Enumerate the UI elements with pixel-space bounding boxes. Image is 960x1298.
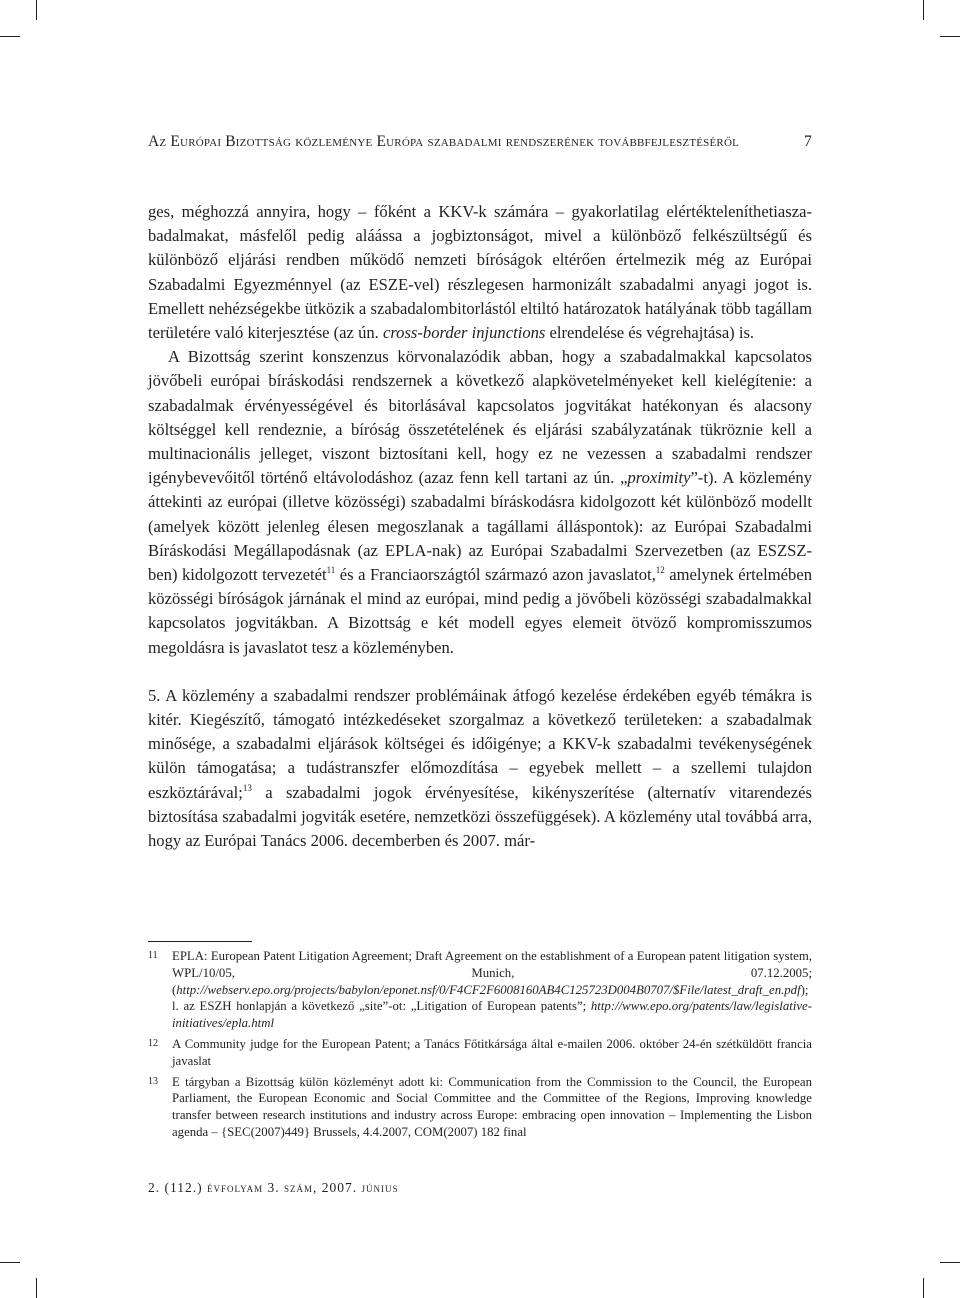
page-number: 7 bbox=[804, 133, 812, 150]
paragraph-numbered-5: 5. A közlemény a szabadalmi rendszer problémáinak átfogó kezelése érdekében egyéb témákra is kitér. Kiegészítő, támogató intézkedéseket szorgalmaz a következő területeken: a szabadalmak minősége, a szabadalmi eljárások költségei és időigénye; a KKV-k szabadalmi tevékenységének külön támogatása; a tudástranszfer előmozdítása – egyebek mellett – a szellemi tulajdon eszköztárával;$^{13}$ a szabadalmi jogok érvényesítése, kikényszerítése (alternatív vitarendezés biztosítása szabadalmi jogviták esetére, nemzetközi összefüggések). A közlemény utal továbbá arra, hogy az Európai Tanács 2006. decemberben és 2007. már- bbox=[148, 685, 812, 851]
footnote-number: 13 bbox=[148, 1075, 158, 1087]
running-title: Az Európai Bizottság közleménye Európa szabadalmi rendszerének továbbfejlesztéséről bbox=[148, 133, 740, 150]
crop-mark-bottom-right bbox=[923, 1278, 924, 1298]
footnote-11: 11 EPLA: European Patent Litigation Agreement; Draft Agreement on the establishment of a European patent litigation system, WPL/10/05, Munich, 07.12.2005; (http://webserv.epo.org/projects/babylon/eponet.nsf/0/F4CF2F6008160AB4C125723D004B0707/$File/latest_draft_en.pdf); l. az ESZH honlapján a következő „site”-ot: „Litigation of European patents”; http://www.epo.org/patents/law/legislative-initiatives/epla.html bbox=[148, 949, 812, 1031]
footnote-number: 11 bbox=[148, 950, 158, 961]
crop-mark-top-right bbox=[923, 0, 924, 20]
footnote-link[interactable]: http://www.epo.org/patents/law/legislative-initiatives/epla.html bbox=[172, 999, 812, 1031]
footnote-link[interactable]: http://webserv.epo.org/projects/babylon/eponet.nsf/0/F4CF2F6008160AB4C125723D004B0707/$File/latest_draft_en.pdf bbox=[176, 982, 801, 997]
paragraph-continuation: ges, méghozzá annyira, hogy – főként a KKV-k számára – gyakorlatilag elértékteleníthetiaszabadalmakat, másfelől pedig aláássa a jogbiztonságot, mivel a különböző felkészültségű és különböző eljárási rendben működő nemzeti bíróságok eltérően értelmezik még az Európai Szabadalmi Egyezménnyel (az ESZE-vel) részlegesen harmonizált szabadalmi anyagi jogot is. Emellett nehézségekbe ütközik a szabadalombitorlástól eltiltó határozatok hatályának több tagállam területére való kiterjesztése (az ún. cross-border injunctions elrendelése és végrehajtása) is. bbox=[148, 202, 812, 343]
footnote-13: 13 E tárgyban a Bizottság külön közleményt adott ki: Communication from the Commission to the Council, the European Parliament, the European Economic and Social Committee and the Committee of the Regions, Improving knowledge transfer between research institutions and industry across Europe: embracing open innovation – Implementing the Lisbon agenda – {SEC(2007)449} Brussels, 4.4.2007, COM(2007) 182 final bbox=[148, 1074, 812, 1139]
running-header bbox=[148, 133, 812, 153]
main-text bbox=[148, 200, 812, 853]
footnote-ref-11[interactable]: 11 bbox=[326, 565, 336, 576]
crop-mark-top-right bbox=[940, 36, 960, 37]
footnote-number: 12 bbox=[148, 1037, 158, 1049]
crop-mark-top-left bbox=[0, 36, 20, 37]
issue-footer: 2. (112.) évfolyam 3. szám, 2007. június bbox=[148, 1180, 399, 1195]
crop-mark-bottom-right bbox=[940, 1262, 960, 1263]
footnote-separator bbox=[148, 941, 252, 942]
footnotes bbox=[148, 948, 812, 1145]
crop-mark-bottom-left bbox=[0, 1262, 20, 1263]
paragraph-consensus: A Bizottság szerint konszenzus körvonalazódik abban, hogy a szabadalmakkal kapcsolatos jövőbeli európai bíráskodási rendszernek a következő alapkövetelményeket kell kielégítenie: a szabadalmak érvényességével és bitorlásával kapcsolatos jogvitákat hatékonyan és alacsony költséggel kell rendeznie, a bíróság összetételének és eljárási szabályzatának tükröznie kell a multinacionális jelleget, viszont biztosítani kell, hogy ez ne vezessen a szabadalmi rendszer igénybevevőitől történő eltávolodáshoz (azaz fenn kell tartani az ún. „proximity”-t). A közlemény áttekinti az európai (illetve közösségi) szabadalmi bíráskodásra kidolgozott két különböző modellt (amelyek között jelenleg élesen megoszlanak a tagállami álláspontok): az Európai Szabadalmi Bíráskodási Megállapodásnak (az EPLA-nak) az Európai Szabadalmi Szervezetben (az ESZSZ-ben) kidolgozott tervezetét$^{11}$ és a Franciaországtól származó azon javaslatot,$^{12}$ amelynek értelmében közösségi bíróságok járnának el mind az európai, mind pedig a jövőbeli közösségi szabadalmakkal kapcsolatos jogvitákban. A Bizottság e két modell egyes elemeit ötvöző kompromisszumos megoldásra is javaslatot tesz a közleményben. bbox=[148, 347, 812, 657]
footnote-ref-12[interactable]: 12 bbox=[655, 565, 665, 576]
footnote-ref-13[interactable]: 13 bbox=[242, 782, 252, 793]
footnote-12: 12 A Community judge for the European Patent; a Tanács Főtitkársága által e-mailen 2006. október 24-én szétküldött francia javaslat bbox=[148, 1036, 812, 1068]
crop-mark-bottom-left bbox=[36, 1278, 37, 1298]
crop-mark-top-left bbox=[36, 0, 37, 20]
